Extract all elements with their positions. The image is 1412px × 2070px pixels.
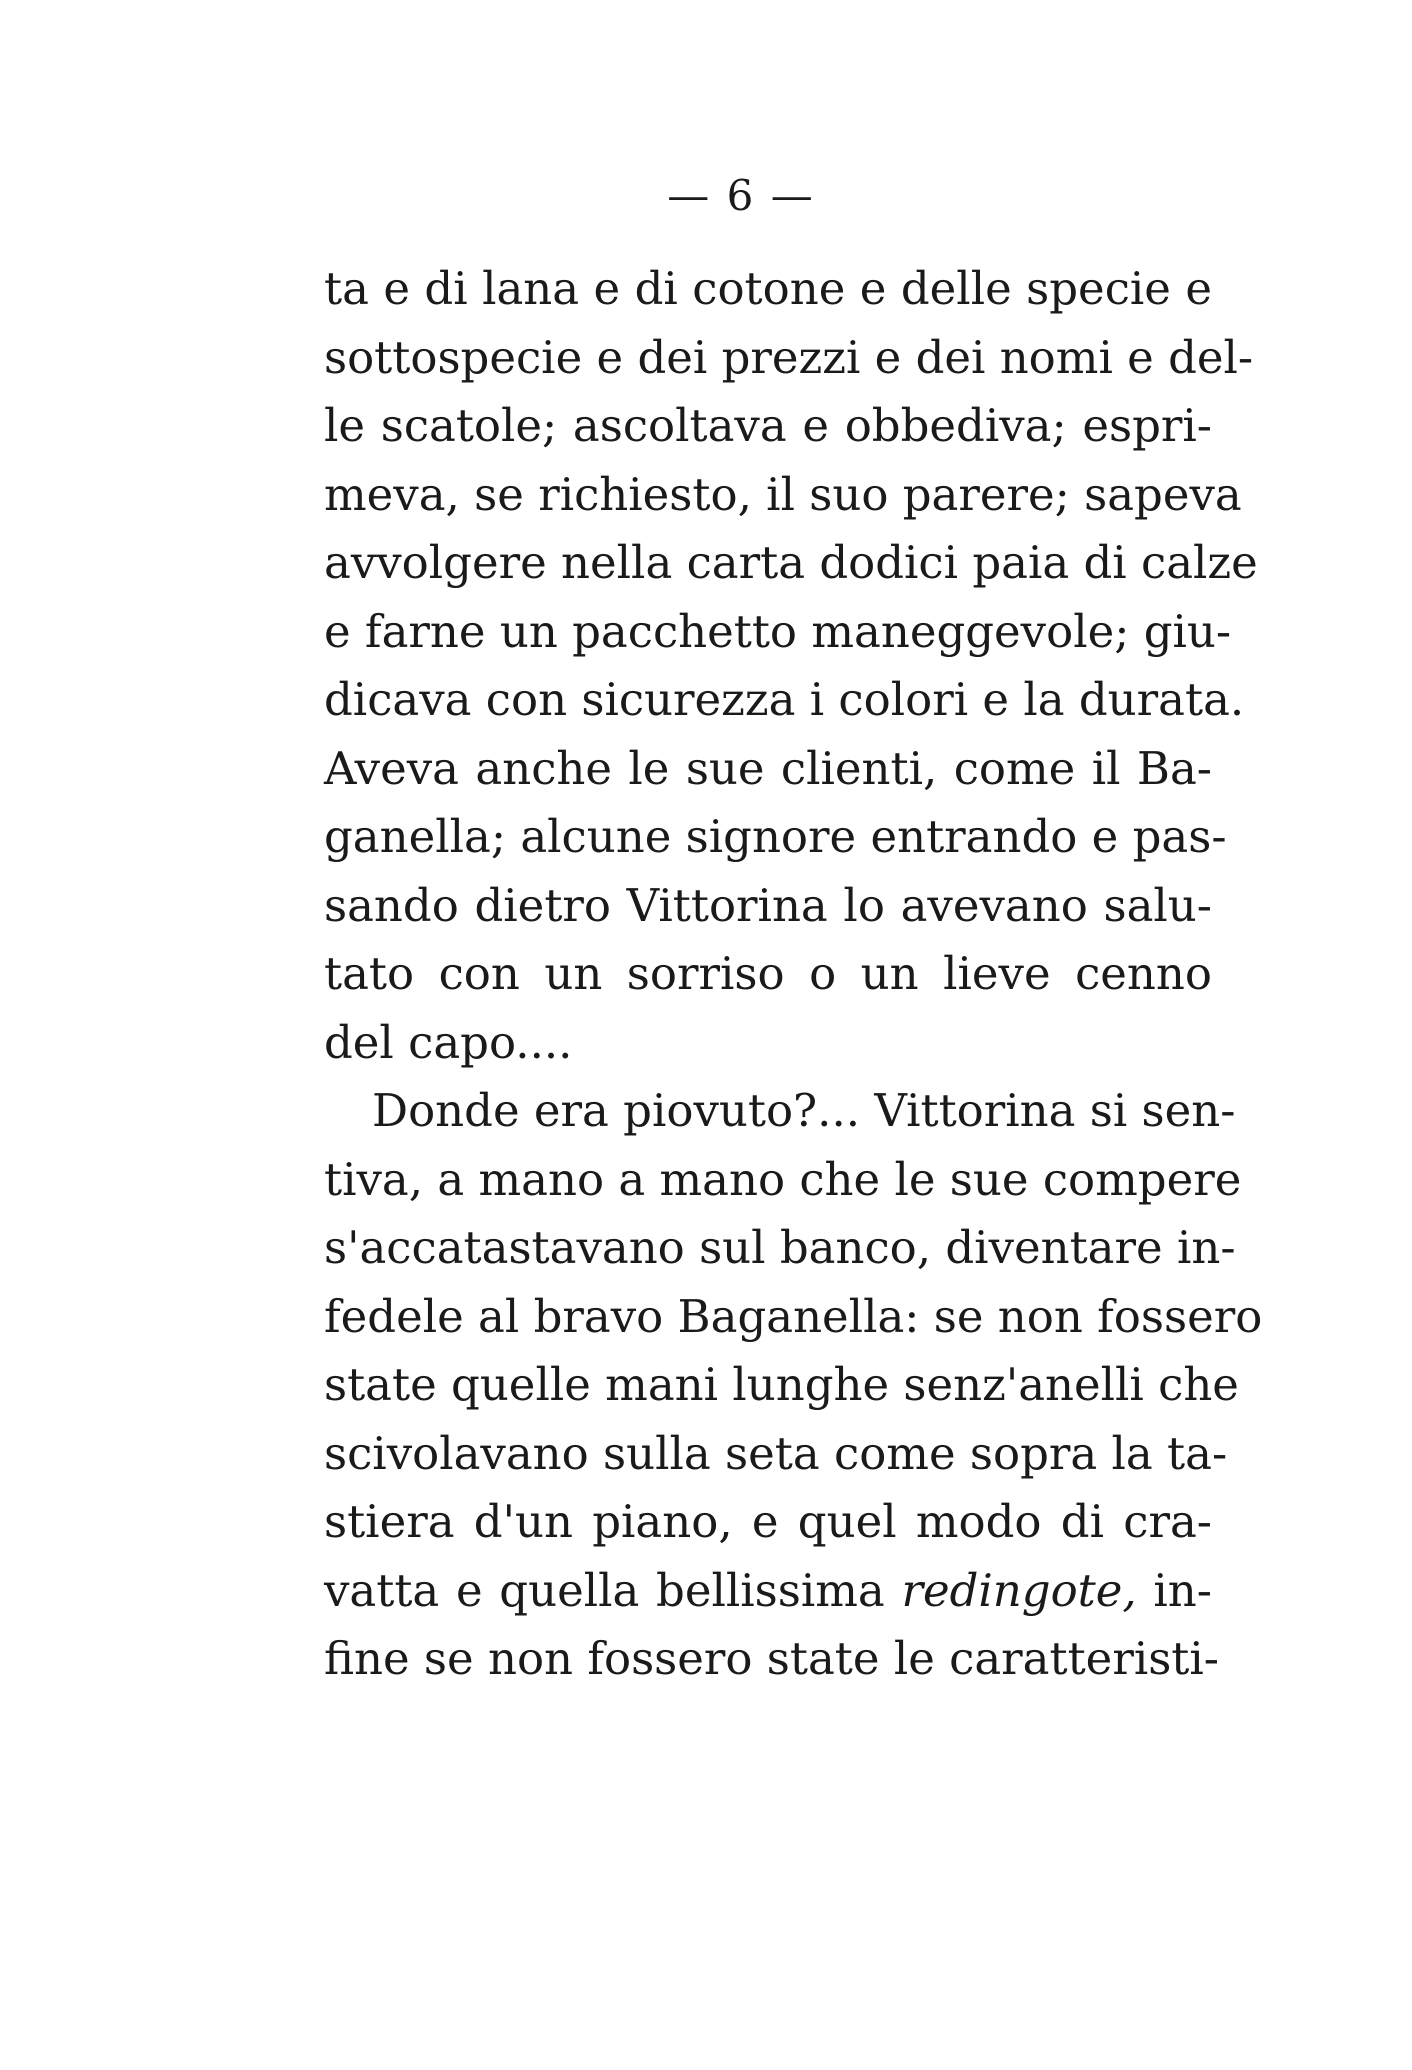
text-line: meva, se richiesto, il suo parere; sapeva	[324, 467, 1242, 521]
text-line: state quelle mani lunghe senz'anelli che	[324, 1358, 1239, 1411]
text-line: dicava con sicurezza i colori e la durata.	[324, 673, 1245, 726]
text-line: tato con un sorriso o un lieve cenno	[324, 947, 1212, 1000]
text-run: vatta e quella bellissima	[324, 1563, 902, 1617]
text-line: ganella; alcune signore entrando e pas-	[324, 810, 1227, 863]
page-number: — 6 —	[667, 171, 815, 220]
text-line: tiva, a mano a mano che le sue compere	[324, 1152, 1242, 1206]
text-line: fine se non fossero state le caratteristi-	[324, 1632, 1219, 1685]
italic-word: redingote,	[901, 1563, 1137, 1617]
text-line: stiera d'un piano, e quel modo di cra-	[324, 1495, 1212, 1548]
text-line: avvolgere nella carta dodici paia di calze	[324, 536, 1258, 589]
paragraph-1	[324, 255, 1258, 1077]
text-line: le scatole; ascoltava e obbediva; espri-	[324, 399, 1212, 452]
text-line: del capo....	[324, 1015, 573, 1069]
text-line: fedele al bravo Baganella: se non fossero	[324, 1289, 1263, 1343]
text-line: ta e di lana e di cotone e delle specie e	[324, 262, 1212, 315]
body-text	[324, 255, 1263, 1694]
text-line: sando dietro Vittorina lo avevano salu-	[324, 878, 1212, 932]
text-run: in-	[1136, 1563, 1212, 1617]
text-line: Donde era piovuto?... Vittorina si sen-	[372, 1084, 1236, 1137]
text-line-italic	[324, 1557, 1212, 1626]
text-line: Aveva anche le sue clienti, come il Ba-	[324, 741, 1212, 795]
paragraph-2	[324, 1077, 1263, 1694]
text-line: sottospecie e dei prezzi e dei nomi e del-	[324, 330, 1254, 384]
text-line: scivolavano sulla seta come sopra la ta-	[324, 1426, 1228, 1480]
text-line: e farne un pacchetto maneggevole; giu-	[324, 604, 1232, 658]
text-line: s'accatastavano sul banco, diventare in-	[324, 1221, 1236, 1274]
